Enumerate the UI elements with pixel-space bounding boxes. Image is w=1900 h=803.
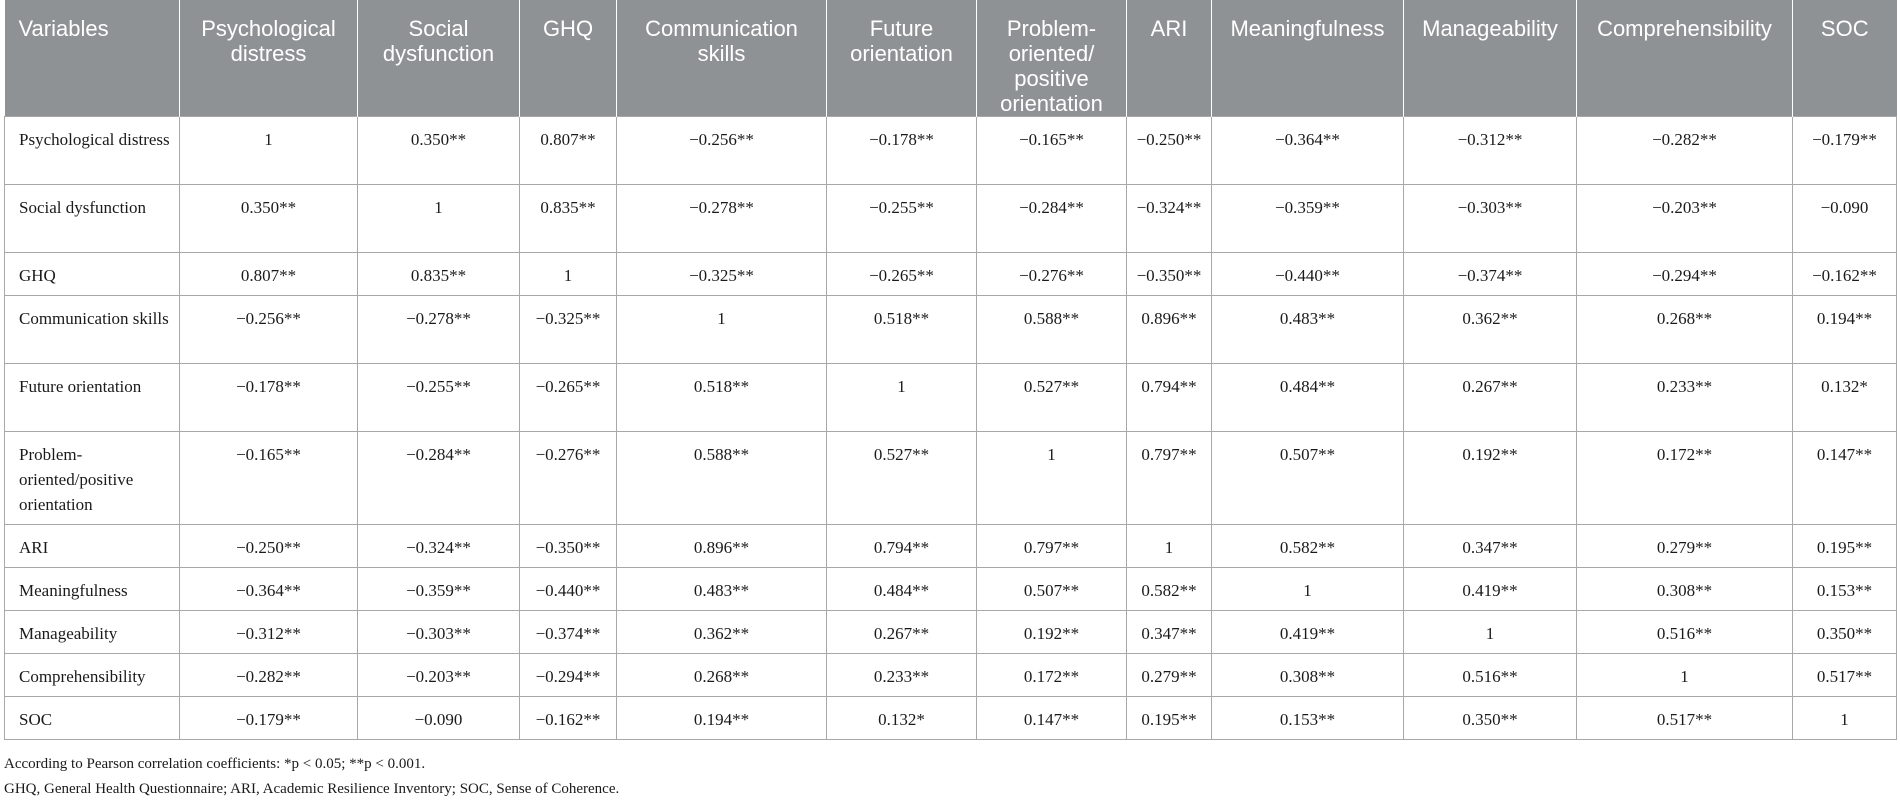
correlation-cell: −0.324** — [358, 525, 520, 568]
correlation-cell: 0.896** — [1127, 296, 1212, 364]
correlation-cell: −0.255** — [358, 364, 520, 432]
correlation-cell: 0.267** — [827, 611, 977, 654]
column-header: Meaningfulness — [1212, 0, 1404, 117]
correlation-cell: 0.807** — [180, 253, 358, 296]
correlation-cell: −0.162** — [520, 697, 617, 740]
correlation-cell: −0.359** — [1212, 185, 1404, 253]
correlation-cell: −0.250** — [1127, 117, 1212, 185]
correlation-cell: −0.278** — [358, 296, 520, 364]
correlation-cell: 0.147** — [977, 697, 1127, 740]
table-row — [5, 568, 1897, 611]
correlation-cell: −0.179** — [1793, 117, 1897, 185]
correlation-cell: 0.527** — [977, 364, 1127, 432]
correlation-cell: −0.440** — [1212, 253, 1404, 296]
correlation-cell: −0.440** — [520, 568, 617, 611]
correlation-cell: 0.350** — [358, 117, 520, 185]
correlation-cell: −0.255** — [827, 185, 977, 253]
column-header: Variables — [5, 0, 180, 117]
correlation-cell: 0.192** — [977, 611, 1127, 654]
correlation-cell: 0.195** — [1793, 525, 1897, 568]
correlation-cell: 1 — [1127, 525, 1212, 568]
column-header: Future orientation — [827, 0, 977, 117]
correlation-cell: −0.282** — [180, 654, 358, 697]
correlation-cell: 0.419** — [1404, 568, 1577, 611]
table-row — [5, 611, 1897, 654]
correlation-cell: 0.518** — [617, 364, 827, 432]
correlation-cell: 0.517** — [1793, 654, 1897, 697]
correlation-cell: −0.278** — [617, 185, 827, 253]
column-header: GHQ — [520, 0, 617, 117]
correlation-table — [4, 0, 1897, 740]
correlation-cell: 0.527** — [827, 432, 977, 525]
correlation-cell: −0.294** — [1577, 253, 1793, 296]
correlation-cell: 0.194** — [1793, 296, 1897, 364]
correlation-cell: 0.362** — [1404, 296, 1577, 364]
correlation-cell: −0.350** — [520, 525, 617, 568]
table-body — [5, 117, 1897, 740]
correlation-cell: −0.203** — [358, 654, 520, 697]
correlation-cell: −0.165** — [180, 432, 358, 525]
table-row — [5, 364, 1897, 432]
correlation-cell: 0.192** — [1404, 432, 1577, 525]
correlation-cell: −0.294** — [520, 654, 617, 697]
row-label: Manageability — [5, 611, 180, 654]
table-row — [5, 253, 1897, 296]
correlation-cell: −0.364** — [180, 568, 358, 611]
column-header: Communication skills — [617, 0, 827, 117]
footnote-significance: According to Pearson correlation coefficients: *p < 0.05; **p < 0.001. — [4, 756, 426, 772]
column-header: Social dysfunction — [358, 0, 520, 117]
correlation-cell: 0.516** — [1404, 654, 1577, 697]
row-label: Meaningfulness — [5, 568, 180, 611]
correlation-cell: −0.312** — [180, 611, 358, 654]
correlation-cell: 1 — [617, 296, 827, 364]
correlation-cell: 0.484** — [827, 568, 977, 611]
correlation-cell: −0.276** — [520, 432, 617, 525]
header-row — [5, 0, 1897, 117]
table-row — [5, 117, 1897, 185]
correlation-cell: 0.896** — [617, 525, 827, 568]
correlation-cell: 0.308** — [1212, 654, 1404, 697]
correlation-cell: 0.279** — [1577, 525, 1793, 568]
correlation-cell: 0.347** — [1127, 611, 1212, 654]
correlation-cell: −0.178** — [180, 364, 358, 432]
correlation-cell: 0.195** — [1127, 697, 1212, 740]
correlation-cell: 0.516** — [1577, 611, 1793, 654]
correlation-cell: 0.350** — [180, 185, 358, 253]
correlation-cell: 0.483** — [617, 568, 827, 611]
correlation-cell: 0.350** — [1404, 697, 1577, 740]
row-label: Future orientation — [5, 364, 180, 432]
row-label: Psychological distress — [5, 117, 180, 185]
correlation-cell: 0.132* — [1793, 364, 1897, 432]
correlation-cell: 1 — [1793, 697, 1897, 740]
correlation-cell: 0.794** — [1127, 364, 1212, 432]
correlation-cell: −0.276** — [977, 253, 1127, 296]
correlation-cell: 1 — [1212, 568, 1404, 611]
correlation-cell: −0.162** — [1793, 253, 1897, 296]
column-header: Comprehensibility — [1577, 0, 1793, 117]
correlation-cell: −0.284** — [977, 185, 1127, 253]
correlation-cell: 0.582** — [1127, 568, 1212, 611]
correlation-cell: 1 — [1404, 611, 1577, 654]
correlation-cell: 0.507** — [977, 568, 1127, 611]
correlation-cell: 0.588** — [977, 296, 1127, 364]
row-label: Problem-oriented/positive orientation — [5, 432, 180, 525]
correlation-cell: 0.517** — [1577, 697, 1793, 740]
correlation-cell: 1 — [827, 364, 977, 432]
column-header: Manageability — [1404, 0, 1577, 117]
correlation-cell: −0.312** — [1404, 117, 1577, 185]
correlation-cell: −0.303** — [1404, 185, 1577, 253]
correlation-cell: 1 — [1577, 654, 1793, 697]
correlation-cell: 0.347** — [1404, 525, 1577, 568]
correlation-cell: −0.256** — [180, 296, 358, 364]
correlation-cell: 0.588** — [617, 432, 827, 525]
correlation-cell: 0.518** — [827, 296, 977, 364]
correlation-cell: 0.268** — [1577, 296, 1793, 364]
correlation-cell: −0.178** — [827, 117, 977, 185]
correlation-cell: 0.279** — [1127, 654, 1212, 697]
table-row — [5, 296, 1897, 364]
footnote-abbreviations: GHQ, General Health Questionnaire; ARI, Academic Resilience Inventory; SOC, Sense of Coherence. — [4, 781, 620, 797]
correlation-cell: 0.233** — [827, 654, 977, 697]
correlation-cell: −0.364** — [1212, 117, 1404, 185]
correlation-cell: −0.284** — [358, 432, 520, 525]
correlation-cell: 1 — [358, 185, 520, 253]
correlation-cell: −0.250** — [180, 525, 358, 568]
correlation-cell: −0.090 — [358, 697, 520, 740]
correlation-cell: −0.282** — [1577, 117, 1793, 185]
correlation-cell: 0.835** — [358, 253, 520, 296]
column-header: Psychological distress — [180, 0, 358, 117]
row-label: ARI — [5, 525, 180, 568]
correlation-cell: −0.374** — [520, 611, 617, 654]
correlation-cell: −0.325** — [520, 296, 617, 364]
correlation-cell: 1 — [520, 253, 617, 296]
correlation-cell: −0.179** — [180, 697, 358, 740]
column-header: ARI — [1127, 0, 1212, 117]
correlation-cell: 0.582** — [1212, 525, 1404, 568]
table-row — [5, 525, 1897, 568]
correlation-cell: 0.147** — [1793, 432, 1897, 525]
correlation-cell: 0.172** — [1577, 432, 1793, 525]
correlation-cell: 1 — [977, 432, 1127, 525]
table-row — [5, 654, 1897, 697]
correlation-cell: −0.374** — [1404, 253, 1577, 296]
correlation-cell: 1 — [180, 117, 358, 185]
row-label: GHQ — [5, 253, 180, 296]
correlation-cell: −0.265** — [520, 364, 617, 432]
correlation-cell: −0.090 — [1793, 185, 1897, 253]
correlation-cell: 0.153** — [1793, 568, 1897, 611]
correlation-cell: 0.794** — [827, 525, 977, 568]
row-label: Communication skills — [5, 296, 180, 364]
correlation-cell: 0.132* — [827, 697, 977, 740]
correlation-cell: 0.153** — [1212, 697, 1404, 740]
correlation-cell: 0.172** — [977, 654, 1127, 697]
correlation-cell: 0.797** — [977, 525, 1127, 568]
table-row — [5, 185, 1897, 253]
correlation-cell: 0.419** — [1212, 611, 1404, 654]
correlation-cell: −0.265** — [827, 253, 977, 296]
table-footnotes — [4, 752, 619, 802]
column-header: SOC — [1793, 0, 1897, 117]
correlation-cell: 0.484** — [1212, 364, 1404, 432]
column-header: Problem-oriented/ positive orientation — [977, 0, 1127, 117]
table-row — [5, 697, 1897, 740]
row-label: Social dysfunction — [5, 185, 180, 253]
correlation-cell: 0.362** — [617, 611, 827, 654]
correlation-cell: −0.256** — [617, 117, 827, 185]
correlation-cell: 0.268** — [617, 654, 827, 697]
correlation-cell: −0.203** — [1577, 185, 1793, 253]
row-label: Comprehensibility — [5, 654, 180, 697]
correlation-cell: 0.835** — [520, 185, 617, 253]
correlation-cell: −0.325** — [617, 253, 827, 296]
correlation-cell: −0.350** — [1127, 253, 1212, 296]
correlation-cell: 0.194** — [617, 697, 827, 740]
correlation-cell: 0.507** — [1212, 432, 1404, 525]
correlation-cell: −0.359** — [358, 568, 520, 611]
row-label: SOC — [5, 697, 180, 740]
correlation-cell: 0.308** — [1577, 568, 1793, 611]
correlation-cell: −0.324** — [1127, 185, 1212, 253]
correlation-cell: 0.797** — [1127, 432, 1212, 525]
correlation-cell: −0.165** — [977, 117, 1127, 185]
correlation-cell: 0.350** — [1793, 611, 1897, 654]
correlation-cell: 0.233** — [1577, 364, 1793, 432]
correlation-cell: 0.483** — [1212, 296, 1404, 364]
correlation-cell: 0.807** — [520, 117, 617, 185]
table-row — [5, 432, 1897, 525]
correlation-table-container — [4, 0, 1896, 740]
correlation-cell: 0.267** — [1404, 364, 1577, 432]
correlation-cell: −0.303** — [358, 611, 520, 654]
